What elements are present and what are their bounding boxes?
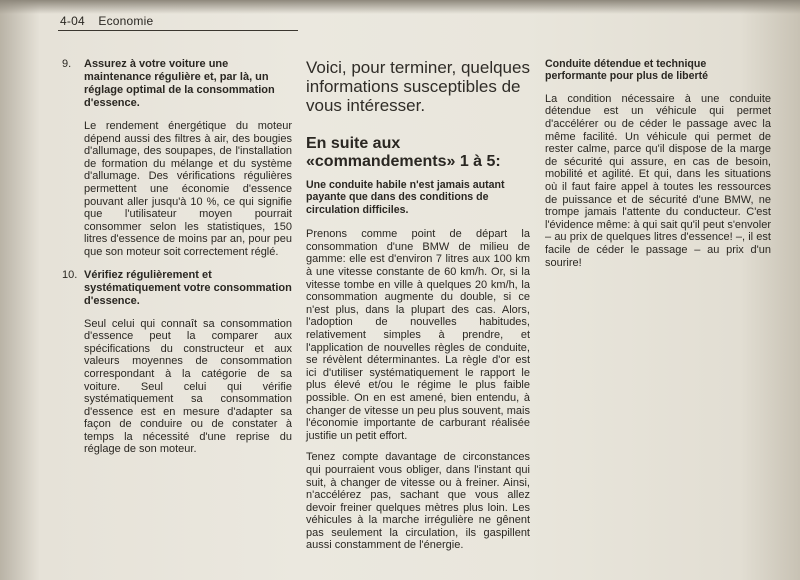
list-item-10 (62, 269, 292, 457)
item-number: 9. (62, 58, 72, 70)
page-edge-shadow (0, 0, 800, 14)
section-name: Economie (98, 14, 154, 28)
section-subheading: Une conduite habile n'est jamais autant payante que dans des conditions de circulation difficiles. (306, 179, 505, 216)
header-rule (58, 30, 298, 31)
item-heading: Vérifiez régulièrement et systématiquement votre consommation d'essence. (84, 268, 292, 307)
item-number: 10. (62, 268, 78, 281)
item-body: Le rendement énergétique du moteur dépend aussi des filtres à air, des bougies d'allumage, des soupapes, de l'installation de formation du mélange et du système d'allumage. Des vérifications régulières permettent une économie d'essence pouvant aller jusqu'à 10 %, ce qui signifie que l'utilisateur moyen pourrait consommer selon les statistiques, 150 litres d'essence de moins par an, pour peu que son moteur soit correctement réglé. (84, 120, 292, 258)
paragraph: Prenons comme point de départ la consommation d'une BMW de milieu de gamme: elle est d'environ 7 litres aux 100 km à une vitesse constante de 60 km/h. Or, si la vitesse tombe en ville à quelques 20 km/h, la consommation augmente du double, si ce n'est plus, dans la plupart des cas. Alors, l'adoption de nouvelles habitudes, relativement simples à prendre, et l'application de nouvelles règles de conduite, se révèlent déterminantes. La règle d'or est ici d'utiliser systématiquement le rapport le plus élevé et/ou le régime le plus faible possible. On en est amené, bien entendu, à changer de vitesse un peu plus souvent, mais l'économie importante de carburant réalisée justifie un petit effort. (306, 228, 530, 442)
running-header (60, 14, 153, 28)
paragraph: La condition nécessaire à une conduite détendue est un véhicule qui permet d'accélérer ou de céder le passage avec la même facilité. Un véhicule qui permet de rester calme, parce qu'il dispose de la marge de sécurité qui assure, en cas de besoin, mobilité et agilité. Et qui, dans les situations où il faut faire appel à toutes les ressources de puissance et de sécurité d'une BMW, ne trompe jamais l'attente du conducteur. C'est l'évidence même: à qui sait qu'il peut s'envoler – au prix de quelques litres d'essence! –, il est facile de céder le passage – au prix d'un sourire! (545, 92, 771, 269)
section-title: En suite aux «commandements» 1 à 5: (306, 135, 501, 170)
paragraph: Tenez compte davantage de circonstances qui pourraient vous obliger, dans l'instant qui suit, à changer de vitesse ou à freiner. Ainsi, n'accélérez pas, sachant que vous allez devoir freiner quelques mètres plus loin. Les véhicules à la marche irrégulière ne gênent pas seulement la circulation, ils gaspillent aussi constamment de l'énergie. (306, 451, 530, 552)
section-heading: Conduite détendue et technique performante pour plus de liberté (545, 58, 709, 83)
item-heading: Assurez à votre voiture une maintenance régulière et, par là, un réglage optimal de la consommation d'essence. (84, 58, 275, 109)
list-item-9 (62, 58, 292, 259)
column-right (545, 58, 771, 278)
page-number: 4-04 (60, 14, 85, 28)
column-left (62, 58, 292, 466)
column-middle (306, 58, 530, 561)
item-body: Seul celui qui connaît sa consommation d'essence peut la comparer aux spécifications du constructeur et aux valeurs moyennes de consommation correspondant à la catégorie de sa voiture. Seul celui qui vérifie systématiquement sa consommation d'essence est en mesure d'adapter sa façon de conduire ou de constater à temps la nécessité d'une reprise du réglage de son moteur. (84, 317, 292, 456)
intro-text: Voici, pour terminer, quelques informations susceptibles de vous intéresser. (306, 58, 530, 115)
